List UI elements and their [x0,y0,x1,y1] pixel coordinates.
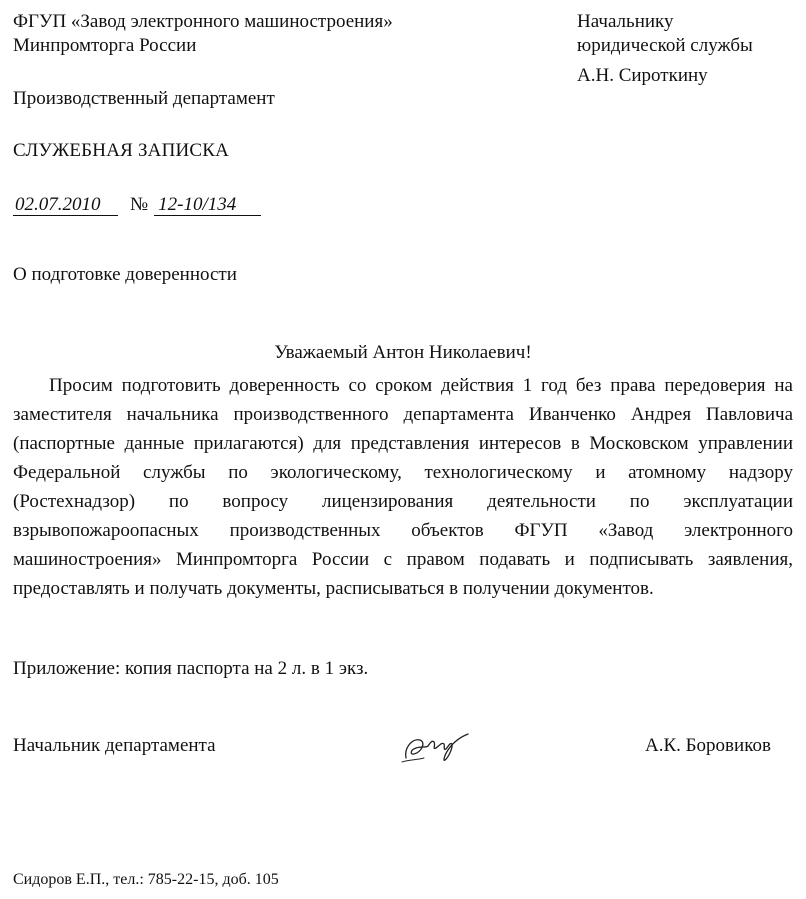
document-type-heading: СЛУЖЕБНАЯ ЗАПИСКА [13,140,230,161]
addressee-service: юридической службы [577,35,753,56]
organization-ministry: Минпромторга России [13,35,197,56]
date-number-line [13,193,261,217]
document-subject: О подготовке доверенности [13,264,237,285]
memo-body [13,371,793,603]
addressee-block [577,10,753,88]
document-number: 12-10/134 [154,195,261,216]
appendix-note: Приложение: копия паспорта на 2 л. в 1 экз. [13,658,369,679]
signatory-name: А.К. Боровиков [645,735,771,756]
contact-info: Сидоров Е.П., тел.: 785-22-15, доб. 105 [13,871,279,888]
signatory-title: Начальник департамента [13,735,216,756]
handwritten-signature [398,718,474,768]
number-sign: № [130,194,149,215]
organization-name: ФГУП «Завод электронного машиностроения» [13,11,393,32]
memo-body-text: Просим подготовить доверенность со сроком действия 1 год без права передоверия на заместителя начальника производственного департамента Иванченко Андрея Павловича (паспортные данные прилагаются) для представления интересов в Московском управлении Федеральной службы по экологическому, технологическому и атомному надзору (Ростехнадзор) по вопросу лицензирования деятельности по эксплуатации взрывопожароопасных производственных объектов ФГУП «Завод электронного машиностроения» Минпромторга России с правом подавать и подписывать заявления, предоставлять и получать документы, расписываться в получении документов. [13,375,793,599]
sender-organization [13,10,393,58]
sender-department: Производственный департамент [13,88,275,109]
document-date: 02.07.2010 [13,195,118,216]
addressee-name: А.Н. Сироткину [577,65,708,86]
salutation: Уважаемый Антон Николаевич! [274,342,532,363]
addressee-position: Начальнику [577,11,674,32]
